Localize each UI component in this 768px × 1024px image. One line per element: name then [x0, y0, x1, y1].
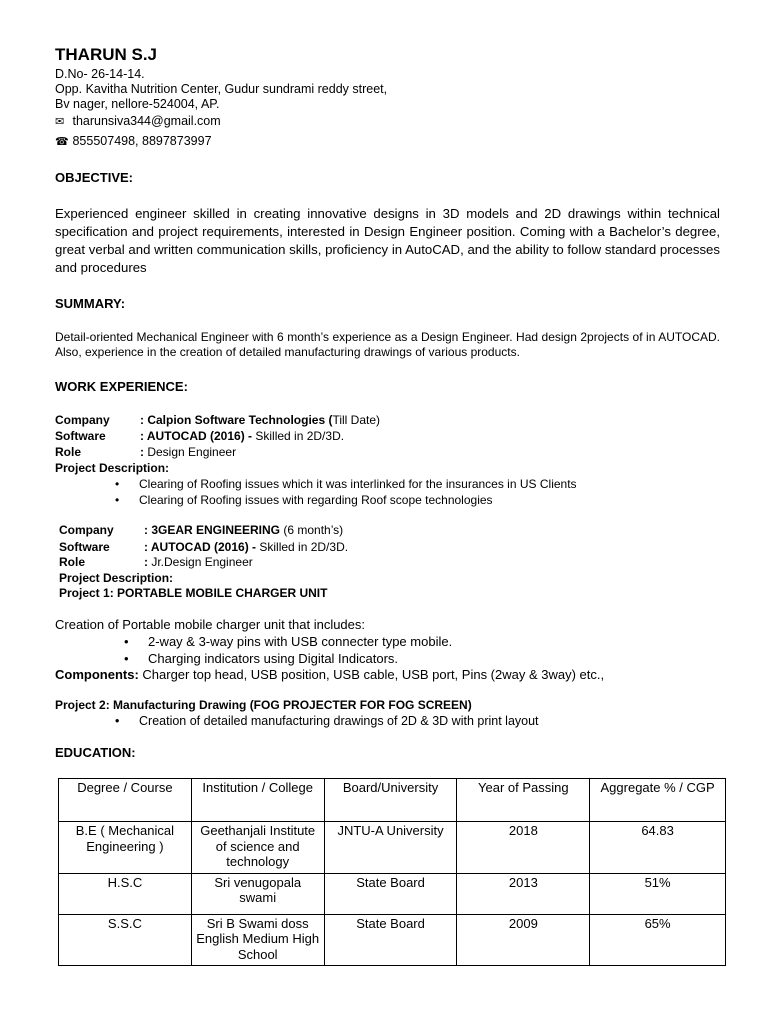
role-value: Jr.Design Engineer	[151, 555, 253, 569]
role-label: Role	[55, 445, 82, 459]
role-value: Design Engineer	[147, 445, 237, 459]
table-cell: 2009	[457, 914, 590, 966]
software-label: Software	[59, 540, 110, 554]
table-row	[59, 822, 726, 874]
column-header: Aggregate % / CGP	[590, 779, 726, 822]
column-header: Degree / Course	[59, 779, 192, 822]
components-value: Charger top head, USB position, USB cable, USB port, Pins (2way & 3way) etc.,	[138, 667, 605, 682]
table-row	[59, 914, 726, 966]
role-label: Role	[59, 555, 86, 569]
address-line-1: D.No- 26-14-14.	[55, 67, 145, 81]
objective-heading: OBJECTIVE:	[55, 170, 134, 185]
table-cell: 2013	[457, 873, 590, 914]
address-line-2: Opp. Kavitha Nutrition Center, Gudur sundrami reddy street,	[55, 82, 388, 96]
project1-bullet-2: • Charging indicators using Digital Indicators.	[148, 651, 398, 667]
company-value: : 3GEAR ENGINEERING	[144, 523, 284, 537]
company-label: Company	[59, 523, 114, 537]
project1-title: Project 1: PORTABLE MOBILE CHARGER UNIT	[59, 586, 328, 600]
column-header: Board/University	[324, 779, 457, 822]
table-cell: B.E ( Mechanical Engineering )	[59, 822, 192, 874]
table-row	[59, 873, 726, 914]
table-cell: Geethanjali Institute of science and technology	[191, 822, 324, 874]
company-label: Company	[55, 413, 110, 427]
role-colon: :	[140, 445, 148, 459]
software-value: : AUTOCAD (2016) -	[144, 540, 260, 554]
table-cell: State Board	[324, 914, 457, 966]
table-cell: JNTU-A University	[324, 822, 457, 874]
table-cell: 2018	[457, 822, 590, 874]
job1-company	[55, 412, 380, 428]
phone-numbers: 855507498, 8897873997	[72, 134, 212, 148]
table-cell: 64.83	[590, 822, 726, 874]
project2-title: Project 2: Manufacturing Drawing (FOG PROJECTER FOR FOG SCREEN)	[55, 698, 472, 712]
phone-icon: ☎	[55, 136, 69, 148]
table-cell: Sri venugopala swami	[191, 873, 324, 914]
project1-intro: Creation of Portable mobile charger unit that includes:	[55, 617, 366, 632]
job2-role	[59, 554, 253, 570]
software-label: Software	[55, 429, 106, 443]
email-line	[55, 114, 221, 130]
software-value: : AUTOCAD (2016) -	[140, 429, 256, 443]
components-line	[55, 667, 604, 682]
summary-text: Detail-oriented Mechanical Engineer with 6 month’s experience as a Design Engineer. Had design 2projects of in AUTOCAD. Also, experience in the creation of detailed manufacturing drawings of various products.	[55, 330, 720, 359]
phone-line	[55, 134, 212, 150]
table-cell: Sri B Swami doss English Medium High School	[191, 914, 324, 966]
work-experience-heading: WORK EXPERIENCE:	[55, 379, 188, 394]
table-cell: H.S.C	[59, 873, 192, 914]
job2-project-description-label: Project Description:	[59, 571, 174, 585]
column-header: Year of Passing	[457, 779, 590, 822]
table-cell: S.S.C	[59, 914, 192, 966]
company-duration: Till Date)	[332, 413, 381, 427]
table-cell: 65%	[590, 914, 726, 966]
envelope-icon: ✉	[55, 116, 65, 128]
summary-heading: SUMMARY:	[55, 296, 126, 311]
software-skill: Skilled in 2D/3D.	[259, 540, 349, 554]
job2-company	[59, 522, 343, 538]
job1-bullet-1: • Clearing of Roofing issues which it was interlinked for the insurances in US Clients	[139, 476, 577, 492]
job1-bullet-2: • Clearing of Roofing issues with regarding Roof scope technologies	[139, 492, 493, 508]
company-value: : Calpion Software Technologies (	[140, 413, 333, 427]
project1-bullet-1: • 2-way & 3-way pins with USB connecter type mobile.	[148, 634, 452, 650]
objective-text: Experienced engineer skilled in creating innovative designs in 3D models and 2D drawings within technical specification and project requirements, interested in Design Engineer position. Coming with a Bachelor’s degree, great verbal and written communication skills, proficiency in AutoCAD, and the ability to follow standard processes and procedures	[55, 206, 720, 275]
role-colon: :	[144, 555, 152, 569]
column-header: Institution / College	[191, 779, 324, 822]
address-line-3: Bv nager, nellore-524004, AP.	[55, 97, 220, 111]
software-skill: Skilled in 2D/3D.	[255, 429, 345, 443]
education-heading: EDUCATION:	[55, 745, 136, 760]
components-label: Components:	[55, 667, 139, 682]
project2-bullet-1: • Creation of detailed manufacturing drawings of 2D & 3D with print layout	[139, 713, 539, 729]
email-address: tharunsiva344@gmail.com	[72, 114, 221, 128]
job1-software	[55, 428, 344, 444]
education-table	[58, 778, 726, 966]
resume-name: THARUN S.J	[55, 45, 158, 64]
table-cell: State Board	[324, 873, 457, 914]
table-header-row	[59, 779, 726, 822]
company-duration: (6 month’s)	[283, 523, 344, 537]
job1-project-description-label: Project Description:	[55, 461, 170, 475]
job1-role	[55, 444, 236, 460]
job2-software	[59, 539, 348, 555]
table-cell: 51%	[590, 873, 726, 914]
